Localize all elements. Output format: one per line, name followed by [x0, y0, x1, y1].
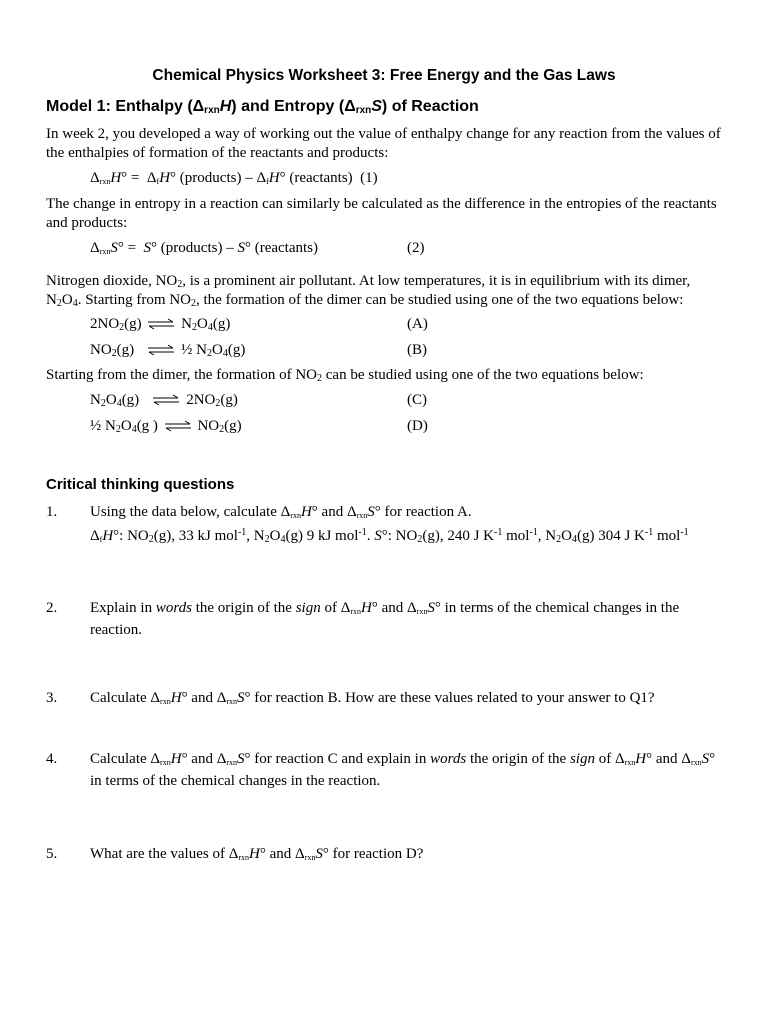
reaction-d-label: (D)	[407, 418, 428, 434]
reaction-b-label: (B)	[407, 342, 427, 358]
question-2-number: 2.	[46, 600, 58, 616]
equation-1-number: (1)	[360, 170, 378, 186]
question-3-number: 3.	[46, 690, 58, 706]
equilibrium-arrow-icon	[147, 344, 175, 356]
reaction-a-label: (A)	[407, 316, 428, 332]
equation-2-number: (2)	[407, 240, 425, 256]
reaction-b: $NO_2(g)$ ½ $N_2O_4(g)$	[90, 342, 246, 359]
no2-paragraph: Nitrogen dioxide, $NO_2$, is a prominent air pollutant. At low temperatures, it is in equilibrium with its dimer, $N_2O_4$. Starting from $NO_2$, the formation of the dimer can be studied using one of the two equations below:	[46, 273, 691, 309]
equation-2: ΔrxnS° = S° (products) – S° (reactants)	[90, 240, 318, 256]
model1-heading: Model 1: Enthalpy $(\Delta_{rxn}H)$ and Entropy $(\Delta_{rxn}S)$ of Reaction	[46, 98, 479, 116]
question-1-number: 1.	[46, 504, 58, 520]
equation-1: ΔrxnH° = ΔfH° (products) – ΔfH° (reactants) (1)	[90, 170, 378, 186]
critical-thinking-heading: Critical thinking questions	[46, 476, 235, 493]
intro-paragraph: In week 2, you developed a way of working out the value of enthalpy change for any reaction from the values of the enthalpies of formation of the reactants and products:	[46, 126, 721, 161]
question-5-text: What are the values of ΔrxnH° and ΔrxnS° for reaction D?	[90, 846, 424, 862]
dimer-paragraph: Starting from the dimer, the formation of $NO_2$ can be studied using one of the two equations below:	[46, 367, 644, 384]
equilibrium-arrow-icon	[164, 420, 192, 432]
equilibrium-arrow-icon	[147, 318, 175, 330]
question-5-number: 5.	[46, 846, 58, 862]
question-4-text: Calculate ΔrxnH° and ΔrxnS° for reaction C and explain in words the origin of the sign of ΔrxnH° and ΔrxnS° in terms of the chemical changes in the reaction.	[90, 751, 716, 789]
equilibrium-arrow-icon	[152, 394, 180, 406]
entropy-paragraph: The change in entropy in a reaction can similarly be calculated as the difference in the entropies of the reactants and products:	[46, 196, 717, 231]
reaction-d: ½ $N_2O_4(g$ ) $NO_2(g)$	[90, 418, 242, 435]
question-2-text: Explain in words the origin of the sign of ΔrxnH° and ΔrxnS° in terms of the chemical changes in the reaction.	[90, 600, 680, 638]
page-title: Chemical Physics Worksheet 3: Free Energy and the Gas Laws	[152, 67, 616, 84]
question-1-text: Using the data below, calculate ΔrxnH° and ΔrxnS° for reaction A.	[90, 504, 472, 520]
question-4-number: 4.	[46, 751, 58, 767]
question-3-text: Calculate ΔrxnH° and ΔrxnS° for reaction B. How are these values related to your answer to Q1?	[90, 690, 655, 706]
reaction-c-label: (C)	[407, 392, 427, 408]
question-1-data: ΔfH°: $NO_2(g)$, 33 kJ mol$^{-1}$, $N_2O_4(g)$ 9 kJ mol$^{-1}$. S°: $NO_2(g)$, 240 J $K^{-1}$ mol$^{-1}$, $N_2O_4(g)$ 304 J $K^{-1}$ mol$^{-1}$	[90, 527, 689, 545]
reaction-c: $N_2O_4(g)$ $2NO_2(g)$	[90, 392, 238, 409]
reaction-a: $2NO_2(g)$ $N_2O_4(g)$	[90, 316, 231, 333]
